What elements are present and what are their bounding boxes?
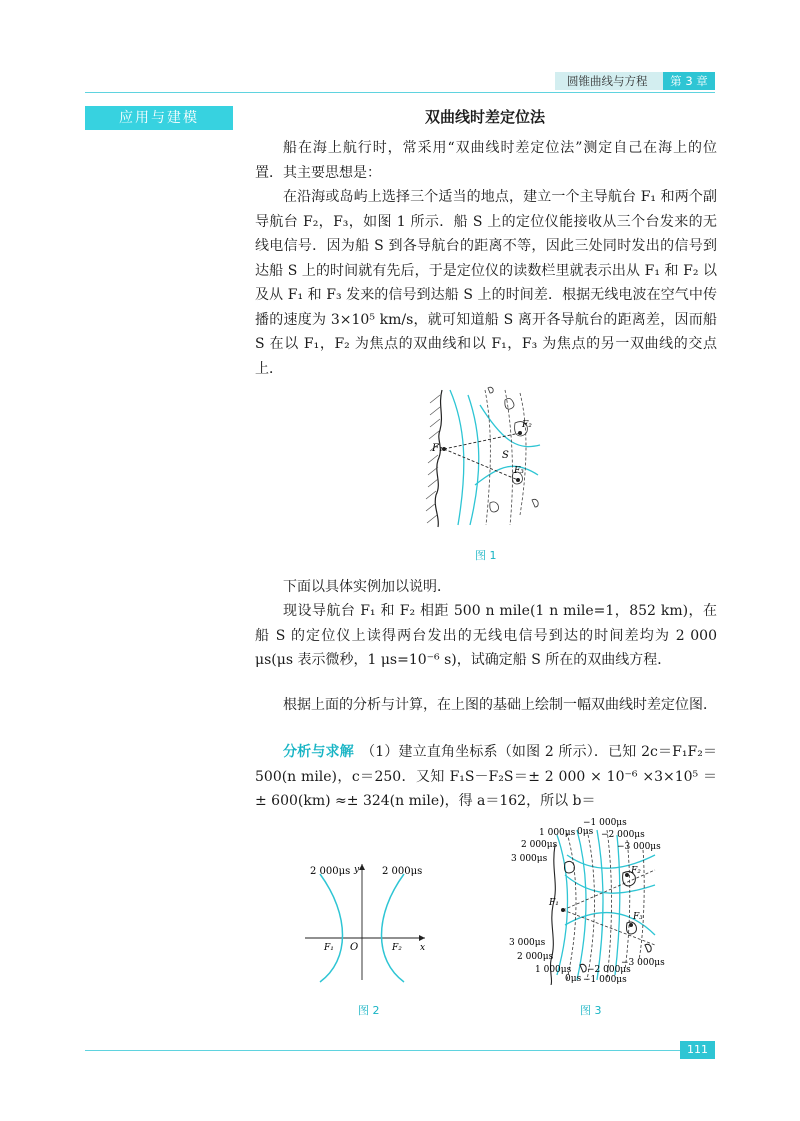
fig3-label-top-0: 0μs <box>577 827 594 837</box>
figure-3 <box>505 815 675 985</box>
fig2-label-f2: F₂ <box>392 943 402 953</box>
fig2-label-o: O <box>350 942 359 953</box>
analysis-lead: 分析与求解 <box>283 744 354 760</box>
figure-1 <box>420 385 560 530</box>
paragraph-example-intro: 下面以具体实例加以说明． <box>283 579 451 595</box>
fig3-label-bottom-2000: 2 000μs <box>517 952 554 962</box>
page-title: 双曲线时差定位法 <box>424 108 545 126</box>
fig2-label-f1: F₁ <box>324 943 334 953</box>
figure-2-caption: 图 2 <box>358 1004 380 1017</box>
footer-rule <box>85 1050 680 1051</box>
fig3-label-top-neg3000: −3 000μs <box>617 842 661 852</box>
figure-2 <box>300 860 430 985</box>
fig3-label-bottom-neg2000: −2 000μs <box>587 965 631 975</box>
paragraph-method: 在沿海或岛屿上选择三个适当的地点，建立一个主导航台 F₁ 和两个副导航台 F₂，F₃，如图 1 所示．船 S 上的定位仪能接收从三个台发来的无线电信号．因为船 S 到各导航台的距离不等，因此三处同时发出的信号到达船 S 上的时间就有先后，于是定位仪的读数栏里就表示出从 F₁ 和 F₂ 以及从 F₁ 和 F₃ 发来的信号到达船 S 上的时间差．根据无线电波在空气中传播的速度为 3×10⁵ km/s，就可知道船 S 离开各导航台的距离差，因而船 S 在以 F₁，F₂ 为焦点的双曲线和以 F₁，F₃ 为焦点的另一双曲线的交点上． <box>255 189 717 377</box>
fig3-label-bottom-1000: 1 000μs <box>535 965 572 975</box>
paragraph-example: 现设导航台 F₁ 和 F₂ 相距 500 n mile(1 n mile=1，852 km)，在船 S 的定位仪上读得两台发出的无线电信号到达的时间差均为 2 000 μs(μs 表示微秒，1 μs=10⁻⁶ s)，试确定船 S 所在的双曲线方程． <box>255 603 717 668</box>
fig3-label-bottom-3000: 3 000μs <box>509 938 546 948</box>
paragraph-intro: 船在海上航行时，常采用“双曲线时差定位法”测定自己在海上的位置．其主要思想是： <box>255 140 717 181</box>
analysis-text: （1）建立直角坐标系（如图 2 所示）．已知 2c＝F₁F₂＝500(n mile)，c＝250．又知 F₁S－F₂S＝± 2 000 × 10⁻⁶ ×3×10⁵ ＝± 600(km) ≈± 324(n mile)，得 a＝162，所以 b＝ <box>255 744 717 809</box>
paragraph-analysis <box>255 740 717 814</box>
page-number: 111 <box>680 1041 715 1059</box>
fig1-label-f2: F₂ <box>522 420 532 430</box>
figure-1-caption: 图 1 <box>475 549 497 562</box>
paragraph-task: 根据上面的分析与计算，在上图的基础上绘制一幅双曲线时差定位图． <box>283 697 717 713</box>
fig2-label-y: y <box>354 865 360 875</box>
fig1-label-f1: F₁ <box>432 443 443 454</box>
fig3-label-bottom-neg3000: −3 000μs <box>621 958 665 968</box>
fig3-label-top-neg1000: −1 000μs <box>583 818 627 828</box>
header-rule <box>85 92 715 93</box>
fig3-label-top-3000: 3 000μs <box>511 854 548 864</box>
fig2-label-left: 2 000μs <box>310 866 351 877</box>
section-tab: 应用与建模 <box>85 106 233 130</box>
fig3-label-top-1000: 1 000μs <box>539 828 576 838</box>
chapter-title: 圆锥曲线与方程 <box>567 74 648 88</box>
fig2-label-right: 2 000μs <box>382 866 423 877</box>
fig3-label-bottom-neg1000: −1 000μs <box>583 975 627 985</box>
figure-3-caption: 图 3 <box>580 1004 602 1017</box>
fig3-label-bottom-0: 0μs <box>565 974 582 984</box>
fig1-label-f3: F₃ <box>514 466 524 476</box>
fig3-label-top-neg2000: −2 000μs <box>601 830 645 840</box>
chapter-badge: 第 3 章 <box>663 72 715 90</box>
fig3-label-f3: F₃ <box>633 912 643 922</box>
fig3-label-f1: F₁ <box>549 898 559 908</box>
fig1-label-s: S <box>502 450 509 461</box>
fig2-label-x: x <box>420 943 426 953</box>
fig3-label-f2: F₂ <box>631 866 641 876</box>
fig3-label-top-2000: 2 000μs <box>521 840 558 850</box>
